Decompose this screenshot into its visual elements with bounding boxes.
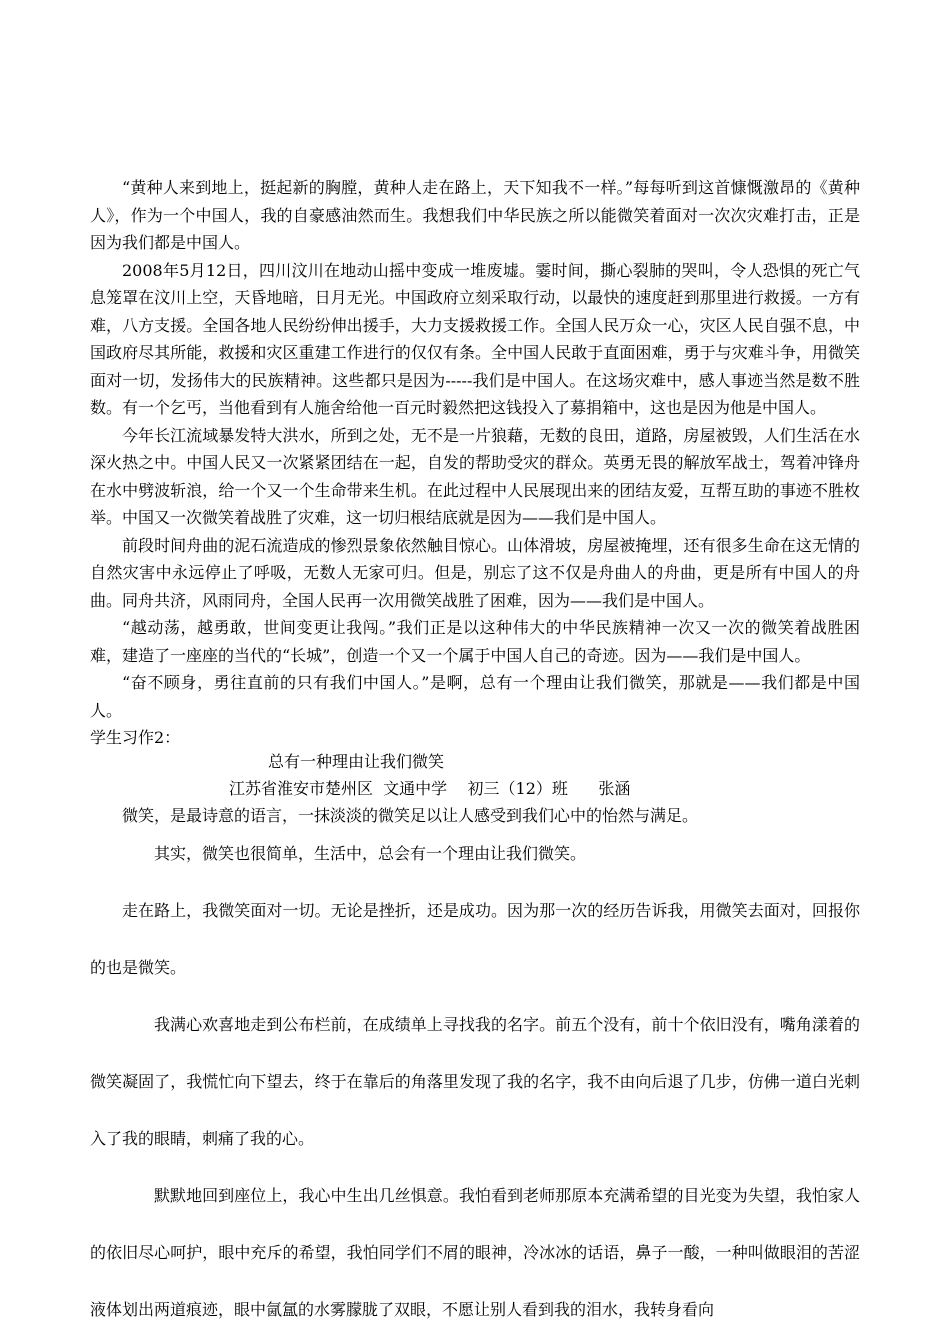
essay2-intro: 微笑，是最诗意的语言，一抹淡淡的微笑足以让人感受到我们心中的怡然与满足。 [122, 806, 699, 825]
essay1-paragraph-2: 2008年5月12日，四川汶川在地动山摇中变成一堆废墟。霎时间，撕心裂肺的哭叫，令人恐惧的死亡气息笼罩在汶川上空，天昏地暗，日月无光。中国政府立刻采取行动，以最快的速度赶到那里进行救援。一方有难，八方支援。全国各地人民纷纷伸出援手，大力支援救援工作。全国人民万众一心，灾区人民自强不息，中国政府尽其所能，救援和灾区重建工作进行的仅仅有条。全中国人民敢于直面困难，勇于与灾难斗争，用微笑面对一切，发扬伟大的民族精神。这些都只是因为-----我们是中国人。在这场灾难中，感人事迹当然是数不胜数。有一个乞丐，当他看到有人施舍给他一百元时毅然把这钱投入了募捐箱中，这也是因为他是中国人。 [90, 260, 860, 417]
essay2-paragraph-1: 其实，微笑也很简单，生活中，总会有一个理由让我们微笑。 [154, 844, 587, 863]
essay1-paragraph-6: “奋不顾身，勇往直前的只有我们中国人。”是啊，总有一个理由让我们微笑，那就是——我们都是中国人。 [90, 673, 860, 720]
section-label: 学生习作2： [90, 728, 181, 747]
essay2-paragraph-4: 默默地回到座位上，我心中生出几丝惧意。我怕看到老师那原本充满希望的目光变为失望，我怕家人的依旧尽心呵护，眼中充斥的希望，我怕同学们不屑的眼神，冷冰冰的话语，鼻子一酸，一种叫做眼泪的苦涩液体划出两道痕迹，眼中氤氲的水雾朦胧了双眼，不愿让别人看到我的泪水，我转身看向 [90, 1186, 860, 1319]
essay2-paragraph-3: 我满心欢喜地走到公布栏前，在成绩单上寻找我的名字。前五个没有，前十个依旧没有，嘴角漾着的微笑凝固了，我慌忙向下望去，终于在靠后的角落里发现了我的名字，我不由向后退了几步，仿佛一道白光刺入了我的眼睛，刺痛了我的心。 [90, 1015, 860, 1148]
essay2-byline: 江苏省淮安市楚州区 文通中学 初三（12）班 张涵 [229, 779, 631, 798]
essay2-title: 总有一种理由让我们微笑 [268, 752, 445, 771]
essay1-body [90, 174, 860, 752]
essay1-paragraph-5: “越动荡，越勇敢，世间变更让我闯。”我们正是以这种伟大的中华民族精神一次又一次的微笑着战胜困难，建造了一座座的当代的“长城”，创造一个又一个属于中国人自己的奇迹。因为——我们是中国人。 [90, 618, 860, 665]
essay1-paragraph-3: 今年长江流域暴发特大洪水，所到之处，无不是一片狼藉，无数的良田，道路，房屋被毁，人们生活在水深火热之中。中国人民又一次紧紧团结在一起，自发的帮助受灾的群众。英勇无畏的解放军战士，驾着冲锋舟在水中劈波斩浪，给一个又一个生命带来生机。在此过程中人民展现出来的团结友爱，互帮互助的事迹不胜枚举。中国又一次微笑着战胜了灾难，这一切归根结底就是因为——我们是中国人。 [90, 425, 860, 527]
essay2-body [90, 825, 860, 1338]
essay2-paragraph-2: 走在路上，我微笑面对一切。无论是挫折，还是成功。因为那一次的经历告诉我，用微笑去面对，回报你的也是微笑。 [90, 901, 860, 977]
essay1-paragraph-4: 前段时间舟曲的泥石流造成的惨烈景象依然触目惊心。山体滑坡，房屋被掩埋，还有很多生命在这无情的自然灾害中永远停止了呼吸，无数人无家可归。但是，别忘了这不仅是舟曲人的舟曲，更是所有中国人的舟曲。同舟共济，风雨同舟，全国人民再一次用微笑战胜了困难，因为——我们是中国人。 [90, 535, 860, 610]
essay1-paragraph-1: “黄种人来到地上，挺起新的胸膛，黄种人走在路上，天下知我不一样。”每每听到这首慷慨激昂的《黄种人》，作为一个中国人，我的自豪感油然而生。我想我们中华民族之所以能微笑着面对一次次灾难打击，正是因为我们都是中国人。 [90, 178, 860, 252]
